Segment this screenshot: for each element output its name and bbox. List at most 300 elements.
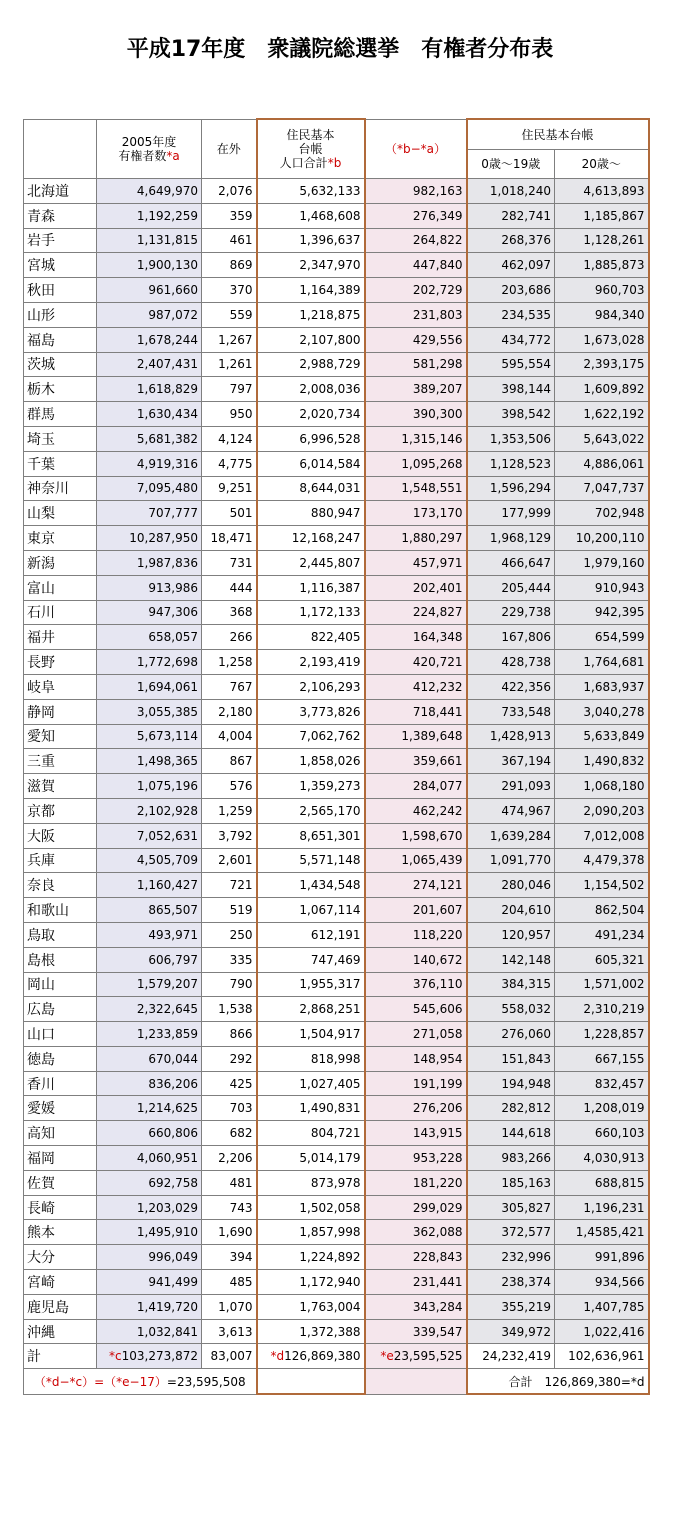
age-20-plus-cell: 1,022,416 — [555, 1319, 649, 1344]
overseas-cell: 18,471 — [202, 526, 257, 551]
overseas-cell: 1,267 — [202, 327, 257, 352]
voters-cell: 1,579,207 — [97, 972, 202, 997]
prefecture-name: 北海道 — [24, 179, 97, 204]
voters-cell: 2,102,928 — [97, 798, 202, 823]
overseas-cell: 368 — [202, 600, 257, 625]
age-0-19-cell: 466,647 — [467, 550, 555, 575]
table-row — [24, 674, 649, 699]
table-row — [24, 526, 649, 551]
resident-total-cell: 2,193,419 — [257, 650, 365, 675]
age-20-plus-cell: 7,012,008 — [555, 823, 649, 848]
voters-cell: 658,057 — [97, 625, 202, 650]
voters-cell: 941,499 — [97, 1270, 202, 1295]
table-row — [24, 848, 649, 873]
overseas-cell: 370 — [202, 278, 257, 303]
age-20-plus-cell: 1,622,192 — [555, 402, 649, 427]
table-row — [24, 1096, 649, 1121]
overseas-cell: 869 — [202, 253, 257, 278]
difference-cell: 173,170 — [365, 501, 467, 526]
difference-cell: 1,315,146 — [365, 426, 467, 451]
overseas-cell: 1,258 — [202, 650, 257, 675]
overseas-cell: 790 — [202, 972, 257, 997]
overseas-cell: 266 — [202, 625, 257, 650]
difference-cell: 376,110 — [365, 972, 467, 997]
resident-total-cell: 1,763,004 — [257, 1294, 365, 1319]
age-0-19-cell: 434,772 — [467, 327, 555, 352]
table-body — [24, 179, 649, 1344]
voters-cell: 7,095,480 — [97, 476, 202, 501]
voters-cell: 7,052,631 — [97, 823, 202, 848]
voters-cell: 5,681,382 — [97, 426, 202, 451]
age-20-plus-cell: 1,185,867 — [555, 203, 649, 228]
prefecture-name: 富山 — [24, 575, 97, 600]
overseas-cell: 1,690 — [202, 1220, 257, 1245]
table-row — [24, 1170, 649, 1195]
prefecture-name: 長崎 — [24, 1195, 97, 1220]
prefecture-name: 岡山 — [24, 972, 97, 997]
resident-total-cell: 804,721 — [257, 1121, 365, 1146]
resident-total-cell: 1,067,114 — [257, 898, 365, 923]
overseas-cell: 2,076 — [202, 179, 257, 204]
difference-cell: 202,401 — [365, 575, 467, 600]
total-resident: *d126,869,380 — [257, 1344, 365, 1369]
age-0-19-cell: 595,554 — [467, 352, 555, 377]
age-0-19-cell: 367,194 — [467, 749, 555, 774]
age-0-19-cell: 349,972 — [467, 1319, 555, 1344]
table-row — [24, 1071, 649, 1096]
table-row — [24, 625, 649, 650]
age-20-plus-cell: 934,566 — [555, 1270, 649, 1295]
total-label: 計 — [24, 1344, 97, 1369]
resident-total-cell: 1,502,058 — [257, 1195, 365, 1220]
table-row — [24, 798, 649, 823]
difference-cell: 412,232 — [365, 674, 467, 699]
voters-cell: 4,649,970 — [97, 179, 202, 204]
resident-total-cell: 1,955,317 — [257, 972, 365, 997]
prefecture-name: 奈良 — [24, 873, 97, 898]
table-row — [24, 228, 649, 253]
difference-cell: 390,300 — [365, 402, 467, 427]
age-20-plus-cell: 1,407,785 — [555, 1294, 649, 1319]
age-20-plus-cell: 4,886,061 — [555, 451, 649, 476]
age-0-19-cell: 234,535 — [467, 302, 555, 327]
overseas-cell: 576 — [202, 774, 257, 799]
voters-cell: 1,694,061 — [97, 674, 202, 699]
age-0-19-cell: 142,148 — [467, 947, 555, 972]
voters-cell: 1,214,625 — [97, 1096, 202, 1121]
header-age-20-plus: 20歳～ — [555, 150, 649, 179]
voters-cell: 1,203,029 — [97, 1195, 202, 1220]
overseas-cell: 682 — [202, 1121, 257, 1146]
overseas-cell: 767 — [202, 674, 257, 699]
age-20-plus-cell: 1,571,002 — [555, 972, 649, 997]
age-20-plus-cell: 4,030,913 — [555, 1146, 649, 1171]
overseas-cell: 359 — [202, 203, 257, 228]
age-0-19-cell: 305,827 — [467, 1195, 555, 1220]
voters-cell: 1,131,815 — [97, 228, 202, 253]
voters-cell: 2,407,431 — [97, 352, 202, 377]
voters-cell: 1,618,829 — [97, 377, 202, 402]
prefecture-name: 静岡 — [24, 699, 97, 724]
age-20-plus-cell: 10,200,110 — [555, 526, 649, 551]
difference-cell: 343,284 — [365, 1294, 467, 1319]
resident-total-cell: 873,978 — [257, 1170, 365, 1195]
overseas-cell: 4,124 — [202, 426, 257, 451]
voters-cell: 3,055,385 — [97, 699, 202, 724]
age-0-19-cell: 144,618 — [467, 1121, 555, 1146]
age-20-plus-cell: 688,815 — [555, 1170, 649, 1195]
age-0-19-cell: 280,046 — [467, 873, 555, 898]
resident-total-cell: 1,224,892 — [257, 1245, 365, 1270]
age-0-19-cell: 282,812 — [467, 1096, 555, 1121]
resident-total-cell: 1,116,387 — [257, 575, 365, 600]
age-20-plus-cell: 702,948 — [555, 501, 649, 526]
total-age-20-plus: 102,636,961 — [555, 1344, 649, 1369]
overseas-cell: 797 — [202, 377, 257, 402]
table-row — [24, 426, 649, 451]
prefecture-name: 和歌山 — [24, 898, 97, 923]
overseas-cell: 425 — [202, 1071, 257, 1096]
overseas-cell: 2,180 — [202, 699, 257, 724]
overseas-cell: 485 — [202, 1270, 257, 1295]
prefecture-name: 東京 — [24, 526, 97, 551]
table-row — [24, 575, 649, 600]
table-row — [24, 699, 649, 724]
voters-cell: 5,673,114 — [97, 724, 202, 749]
age-20-plus-cell: 832,457 — [555, 1071, 649, 1096]
voters-cell: 1,233,859 — [97, 1022, 202, 1047]
age-0-19-cell: 462,097 — [467, 253, 555, 278]
resident-total-cell: 1,434,548 — [257, 873, 365, 898]
resident-total-cell: 2,868,251 — [257, 997, 365, 1022]
resident-total-cell: 2,347,970 — [257, 253, 365, 278]
age-20-plus-cell: 1,128,261 — [555, 228, 649, 253]
overseas-cell: 1,259 — [202, 798, 257, 823]
prefecture-name: 宮城 — [24, 253, 97, 278]
overseas-cell: 501 — [202, 501, 257, 526]
overseas-cell: 4,775 — [202, 451, 257, 476]
table-row — [24, 873, 649, 898]
difference-cell: 389,207 — [365, 377, 467, 402]
resident-total-cell: 5,571,148 — [257, 848, 365, 873]
age-0-19-cell: 185,163 — [467, 1170, 555, 1195]
overseas-cell: 3,613 — [202, 1319, 257, 1344]
total-overseas: 83,007 — [202, 1344, 257, 1369]
voters-cell: 4,505,709 — [97, 848, 202, 873]
resident-total-cell: 1,218,875 — [257, 302, 365, 327]
table-row — [24, 650, 649, 675]
prefecture-name: 宮崎 — [24, 1270, 97, 1295]
prefecture-name: 山口 — [24, 1022, 97, 1047]
difference-cell: 191,199 — [365, 1071, 467, 1096]
table-row — [24, 253, 649, 278]
header-difference: （*b−*a） — [365, 119, 467, 179]
age-0-19-cell: 733,548 — [467, 699, 555, 724]
resident-total-cell: 2,445,807 — [257, 550, 365, 575]
table-row — [24, 179, 649, 204]
header-age-0-19: 0歳～19歳 — [467, 150, 555, 179]
voters-cell: 707,777 — [97, 501, 202, 526]
table-row — [24, 898, 649, 923]
overseas-cell: 461 — [202, 228, 257, 253]
prefecture-name: 兵庫 — [24, 848, 97, 873]
overseas-cell: 250 — [202, 922, 257, 947]
age-20-plus-cell: 1,673,028 — [555, 327, 649, 352]
age-0-19-cell: 558,032 — [467, 997, 555, 1022]
age-0-19-cell: 1,968,129 — [467, 526, 555, 551]
resident-total-cell: 822,405 — [257, 625, 365, 650]
table-row — [24, 550, 649, 575]
age-0-19-cell: 474,967 — [467, 798, 555, 823]
prefecture-name: 徳島 — [24, 1046, 97, 1071]
table-row — [24, 278, 649, 303]
difference-cell: 420,721 — [365, 650, 467, 675]
difference-cell: 118,220 — [365, 922, 467, 947]
age-20-plus-cell: 654,599 — [555, 625, 649, 650]
age-20-plus-cell: 1,979,160 — [555, 550, 649, 575]
resident-total-cell: 2,020,734 — [257, 402, 365, 427]
overseas-cell: 867 — [202, 749, 257, 774]
difference-cell: 457,971 — [365, 550, 467, 575]
table-row — [24, 774, 649, 799]
prefecture-name: 滋賀 — [24, 774, 97, 799]
difference-cell: 359,661 — [365, 749, 467, 774]
difference-cell: 718,441 — [365, 699, 467, 724]
voters-cell: 1,630,434 — [97, 402, 202, 427]
age-0-19-cell: 232,996 — [467, 1245, 555, 1270]
age-20-plus-cell: 1,228,857 — [555, 1022, 649, 1047]
age-20-plus-cell: 7,047,737 — [555, 476, 649, 501]
age-0-19-cell: 194,948 — [467, 1071, 555, 1096]
age-20-plus-cell: 2,310,219 — [555, 997, 649, 1022]
age-0-19-cell: 291,093 — [467, 774, 555, 799]
resident-total-cell: 6,014,584 — [257, 451, 365, 476]
prefecture-name: 神奈川 — [24, 476, 97, 501]
age-20-plus-cell: 1,4585,421 — [555, 1220, 649, 1245]
formula-blank — [257, 1369, 365, 1394]
prefecture-name: 福島 — [24, 327, 97, 352]
header-registry-group: 住民基本台帳 — [467, 119, 649, 150]
difference-cell: 224,827 — [365, 600, 467, 625]
formula-note: （*d−*c）=（*e−17）=23,595,508 — [24, 1369, 257, 1394]
overseas-cell: 866 — [202, 1022, 257, 1047]
prefecture-name: 京都 — [24, 798, 97, 823]
age-20-plus-cell: 1,490,832 — [555, 749, 649, 774]
age-0-19-cell: 1,596,294 — [467, 476, 555, 501]
voters-cell: 606,797 — [97, 947, 202, 972]
resident-total-cell: 1,164,389 — [257, 278, 365, 303]
resident-total-cell: 1,372,388 — [257, 1319, 365, 1344]
overseas-cell: 559 — [202, 302, 257, 327]
total-difference: *e23,595,525 — [365, 1344, 467, 1369]
prefecture-name: 愛知 — [24, 724, 97, 749]
table-row — [24, 1022, 649, 1047]
overseas-cell: 721 — [202, 873, 257, 898]
resident-total-cell: 5,632,133 — [257, 179, 365, 204]
age-20-plus-cell: 1,609,892 — [555, 377, 649, 402]
voters-cell: 1,192,259 — [97, 203, 202, 228]
voters-cell: 4,919,316 — [97, 451, 202, 476]
age-0-19-cell: 276,060 — [467, 1022, 555, 1047]
age-0-19-cell: 1,428,913 — [467, 724, 555, 749]
overseas-cell: 2,601 — [202, 848, 257, 873]
total-age-0-19: 24,232,419 — [467, 1344, 555, 1369]
table-row — [24, 749, 649, 774]
difference-cell: 953,228 — [365, 1146, 467, 1171]
age-0-19-cell: 238,374 — [467, 1270, 555, 1295]
table-row — [24, 377, 649, 402]
header-resident-total: 住民基本 台帳 人口合計*b — [257, 119, 365, 179]
resident-total-cell: 1,504,917 — [257, 1022, 365, 1047]
prefecture-name: 香川 — [24, 1071, 97, 1096]
age-0-19-cell: 422,356 — [467, 674, 555, 699]
table-row — [24, 1220, 649, 1245]
voters-cell: 1,419,720 — [97, 1294, 202, 1319]
resident-total-cell: 1,172,940 — [257, 1270, 365, 1295]
age-0-19-cell: 177,999 — [467, 501, 555, 526]
formula-row — [24, 1369, 649, 1394]
prefecture-name: 新潟 — [24, 550, 97, 575]
difference-cell: 1,095,268 — [365, 451, 467, 476]
voters-cell: 865,507 — [97, 898, 202, 923]
voters-cell: 947,306 — [97, 600, 202, 625]
resident-total-cell: 1,468,608 — [257, 203, 365, 228]
resident-total-cell: 5,014,179 — [257, 1146, 365, 1171]
resident-total-cell: 1,027,405 — [257, 1071, 365, 1096]
age-0-19-cell: 428,738 — [467, 650, 555, 675]
difference-cell: 1,548,551 — [365, 476, 467, 501]
table-row — [24, 823, 649, 848]
prefecture-name: 山梨 — [24, 501, 97, 526]
age-20-plus-cell: 5,643,022 — [555, 426, 649, 451]
voters-cell: 987,072 — [97, 302, 202, 327]
prefecture-name: 鳥取 — [24, 922, 97, 947]
difference-cell: 148,954 — [365, 1046, 467, 1071]
age-20-plus-cell: 910,943 — [555, 575, 649, 600]
overseas-cell: 1,070 — [202, 1294, 257, 1319]
age-20-plus-cell: 1,068,180 — [555, 774, 649, 799]
voters-cell: 1,900,130 — [97, 253, 202, 278]
table-row — [24, 1121, 649, 1146]
voters-cell: 670,044 — [97, 1046, 202, 1071]
age-0-19-cell: 205,444 — [467, 575, 555, 600]
prefecture-name: 福井 — [24, 625, 97, 650]
difference-cell: 1,065,439 — [365, 848, 467, 873]
voters-cell: 1,032,841 — [97, 1319, 202, 1344]
overseas-cell: 731 — [202, 550, 257, 575]
overseas-cell: 4,004 — [202, 724, 257, 749]
prefecture-name: 沖縄 — [24, 1319, 97, 1344]
age-20-plus-cell: 984,340 — [555, 302, 649, 327]
difference-cell: 231,803 — [365, 302, 467, 327]
table-row — [24, 302, 649, 327]
age-20-plus-cell: 1,885,873 — [555, 253, 649, 278]
age-20-plus-cell: 991,896 — [555, 1245, 649, 1270]
age-20-plus-cell: 942,395 — [555, 600, 649, 625]
prefecture-name: 石川 — [24, 600, 97, 625]
overseas-cell: 703 — [202, 1096, 257, 1121]
resident-total-cell: 3,773,826 — [257, 699, 365, 724]
table-row — [24, 476, 649, 501]
prefecture-name: 高知 — [24, 1121, 97, 1146]
resident-total-cell: 8,644,031 — [257, 476, 365, 501]
resident-total-cell: 2,107,800 — [257, 327, 365, 352]
age-20-plus-cell: 5,633,849 — [555, 724, 649, 749]
age-20-plus-cell: 667,155 — [555, 1046, 649, 1071]
table-row — [24, 600, 649, 625]
resident-total-cell: 1,396,637 — [257, 228, 365, 253]
prefecture-name: 千葉 — [24, 451, 97, 476]
difference-cell: 181,220 — [365, 1170, 467, 1195]
overseas-cell: 1,538 — [202, 997, 257, 1022]
table-row — [24, 997, 649, 1022]
difference-cell: 581,298 — [365, 352, 467, 377]
prefecture-name: 栃木 — [24, 377, 97, 402]
formula-pink-blank — [365, 1369, 467, 1394]
voters-cell: 836,206 — [97, 1071, 202, 1096]
difference-cell: 201,607 — [365, 898, 467, 923]
table-row — [24, 1046, 649, 1071]
prefecture-name: 岩手 — [24, 228, 97, 253]
resident-total-cell: 6,996,528 — [257, 426, 365, 451]
prefecture-name: 愛媛 — [24, 1096, 97, 1121]
prefecture-name: 佐賀 — [24, 1170, 97, 1195]
voters-cell: 493,971 — [97, 922, 202, 947]
age-20-plus-cell: 4,613,893 — [555, 179, 649, 204]
table-row — [24, 1195, 649, 1220]
voters-cell: 1,075,196 — [97, 774, 202, 799]
age-0-19-cell: 204,610 — [467, 898, 555, 923]
difference-cell: 545,606 — [365, 997, 467, 1022]
prefecture-name: 岐阜 — [24, 674, 97, 699]
age-0-19-cell: 372,577 — [467, 1220, 555, 1245]
age-20-plus-cell: 1,764,681 — [555, 650, 649, 675]
table-row — [24, 1245, 649, 1270]
difference-cell: 1,598,670 — [365, 823, 467, 848]
overseas-cell: 1,261 — [202, 352, 257, 377]
prefecture-name: 福岡 — [24, 1146, 97, 1171]
prefecture-name: 長野 — [24, 650, 97, 675]
difference-cell: 228,843 — [365, 1245, 467, 1270]
resident-total-cell: 2,988,729 — [257, 352, 365, 377]
total-row — [24, 1344, 649, 1369]
voters-cell: 692,758 — [97, 1170, 202, 1195]
resident-total-cell: 1,858,026 — [257, 749, 365, 774]
table-row — [24, 922, 649, 947]
difference-cell: 429,556 — [365, 327, 467, 352]
difference-cell: 274,121 — [365, 873, 467, 898]
resident-total-cell: 2,008,036 — [257, 377, 365, 402]
difference-cell: 143,915 — [365, 1121, 467, 1146]
age-20-plus-cell: 1,196,231 — [555, 1195, 649, 1220]
prefecture-name: 茨城 — [24, 352, 97, 377]
difference-cell: 140,672 — [365, 947, 467, 972]
table-row — [24, 1146, 649, 1171]
resident-total-cell: 2,565,170 — [257, 798, 365, 823]
table-header — [24, 119, 649, 179]
voters-cell: 1,498,365 — [97, 749, 202, 774]
age-20-plus-cell: 3,040,278 — [555, 699, 649, 724]
difference-cell: 271,058 — [365, 1022, 467, 1047]
prefecture-name: 三重 — [24, 749, 97, 774]
prefecture-name: 大分 — [24, 1245, 97, 1270]
table-row — [24, 972, 649, 997]
age-0-19-cell: 282,741 — [467, 203, 555, 228]
difference-cell: 264,822 — [365, 228, 467, 253]
age-20-plus-cell: 2,090,203 — [555, 798, 649, 823]
age-0-19-cell: 398,144 — [467, 377, 555, 402]
table-row — [24, 1294, 649, 1319]
